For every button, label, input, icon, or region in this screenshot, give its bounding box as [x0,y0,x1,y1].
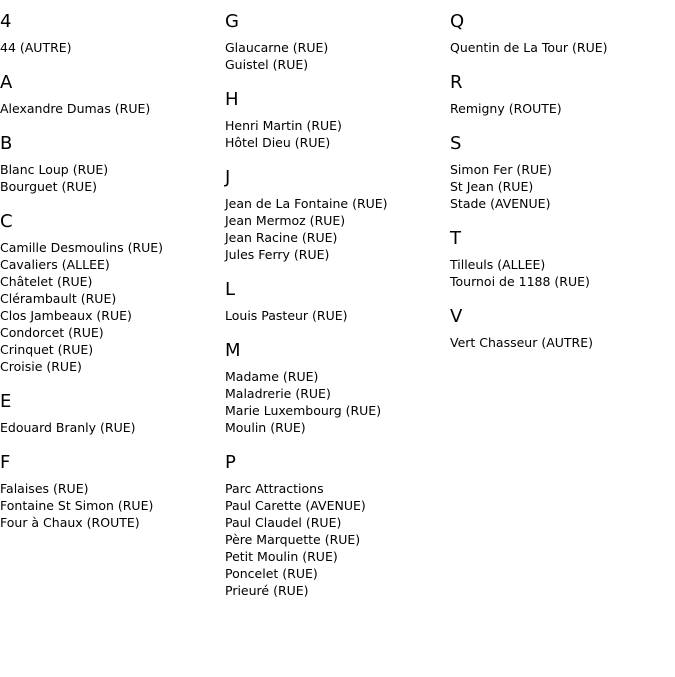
street-link[interactable]: Cavaliers (ALLEE) [0,257,110,272]
letter-group [225,450,450,599]
letter-group [225,277,450,324]
letter-group [450,9,675,56]
street-link[interactable]: Paul Claudel (RUE) [225,515,342,530]
index-column [450,9,675,365]
street-link[interactable]: Maladrerie (RUE) [225,386,331,401]
letter-heading: V [450,306,463,327]
street-link[interactable]: Marie Luxembourg (RUE) [225,403,382,418]
street-link[interactable]: Paul Carette (AVENUE) [225,498,366,513]
street-link[interactable]: Stade (AVENUE) [450,196,551,211]
street-link[interactable]: Henri Martin (RUE) [225,118,342,133]
letter-heading: G [225,11,239,32]
street-link[interactable]: Prieuré (RUE) [225,583,309,598]
letter-group [0,209,225,375]
street-link[interactable]: Four à Chaux (ROUTE) [0,515,140,530]
street-link[interactable]: Camille Desmoulins (RUE) [0,240,164,255]
street-link[interactable]: Falaises (RUE) [0,481,89,496]
street-link[interactable]: Madame (RUE) [225,369,319,384]
index-column [225,9,450,613]
street-link[interactable]: Châtelet (RUE) [0,274,93,289]
street-link[interactable]: Croisie (RUE) [0,359,82,374]
street-link[interactable]: Glaucarne (RUE) [225,40,329,55]
street-link[interactable]: Parc Attractions [225,481,324,496]
street-link[interactable]: Vert Chasseur (AUTRE) [450,335,594,350]
letter-group [225,338,450,436]
street-link[interactable]: Louis Pasteur (RUE) [225,308,348,323]
street-link[interactable]: Fontaine St Simon (RUE) [0,498,154,513]
letter-group [450,131,675,212]
letter-heading: H [225,89,239,110]
letter-heading: F [0,452,11,473]
letter-heading: E [0,391,12,412]
letter-heading: J [225,167,231,188]
street-link[interactable]: Blanc Loup (RUE) [0,162,109,177]
street-link[interactable]: Bourguet (RUE) [0,179,97,194]
street-link[interactable]: Petit Moulin (RUE) [225,549,338,564]
letter-heading: A [0,72,13,93]
letter-group [225,87,450,151]
street-link[interactable]: Crinquet (RUE) [0,342,94,357]
street-link[interactable]: Clos Jambeaux (RUE) [0,308,132,323]
street-link[interactable]: Simon Fer (RUE) [450,162,552,177]
street-link[interactable]: Condorcet (RUE) [0,325,104,340]
letter-group [450,70,675,117]
street-link[interactable]: Guistel (RUE) [225,57,309,72]
letter-heading: B [0,133,13,154]
letter-heading: P [225,452,236,473]
street-link[interactable]: Moulin (RUE) [225,420,306,435]
street-link[interactable]: Jean Mermoz (RUE) [225,213,346,228]
street-link[interactable]: Edouard Branly (RUE) [0,420,136,435]
letter-group [0,389,225,436]
letter-heading: C [0,211,13,232]
index-column [0,9,225,545]
street-link[interactable]: Jean Racine (RUE) [225,230,338,245]
street-link[interactable]: St Jean (RUE) [450,179,534,194]
street-link[interactable]: Alexandre Dumas (RUE) [0,101,151,116]
letter-heading: S [450,133,462,154]
street-link[interactable]: Jules Ferry (RUE) [225,247,330,262]
street-link[interactable]: Clérambault (RUE) [0,291,117,306]
street-link[interactable]: Hôtel Dieu (RUE) [225,135,331,150]
letter-heading: Q [450,11,465,32]
letter-group [0,9,225,56]
letter-heading: T [450,228,461,249]
street-link[interactable]: Jean de La Fontaine (RUE) [225,196,388,211]
letter-group [450,226,675,290]
street-link[interactable]: Remigny (ROUTE) [450,101,562,116]
letter-heading: M [225,340,241,361]
letter-group [0,450,225,531]
street-link[interactable]: Père Marquette (RUE) [225,532,361,547]
street-link[interactable]: Poncelet (RUE) [225,566,318,581]
letter-group [225,9,450,73]
street-link[interactable]: Tilleuls (ALLEE) [450,257,546,272]
letter-heading: R [450,72,463,93]
street-link[interactable]: Quentin de La Tour (RUE) [450,40,608,55]
street-link[interactable]: Tournoi de 1188 (RUE) [450,274,590,289]
letter-group [0,70,225,117]
letter-group [225,165,450,263]
letter-heading: L [225,279,236,300]
letter-group [450,304,675,351]
letter-heading: 4 [0,11,12,32]
street-link[interactable]: 44 (AUTRE) [0,40,72,55]
letter-group [0,131,225,195]
